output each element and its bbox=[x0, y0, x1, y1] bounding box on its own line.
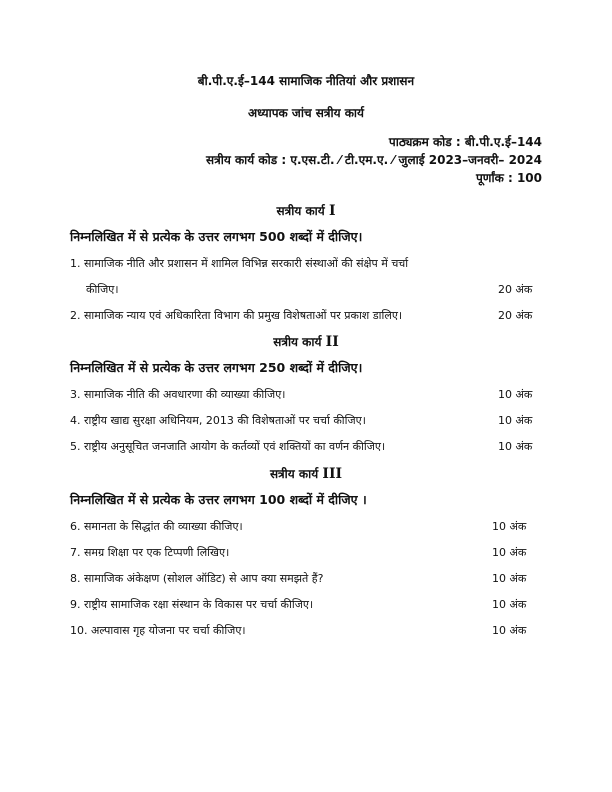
question-text: 5. राष्ट्रीय अनुसूचित जनजाति आयोग के कर्तव्यों एवं शक्तियों का वर्णन कीजिए। bbox=[70, 440, 386, 453]
question-marks: 10 अंक bbox=[492, 624, 527, 637]
assignment-subtitle: अध्यापक जांच सत्रीय कार्य bbox=[247, 106, 365, 120]
question-text: 4. राष्ट्रीय खाद्य सुरक्षा अधिनियम, 2013 की विशेषताओं पर चर्चा कीजिए। bbox=[70, 414, 366, 427]
question-text: 6. समानता के सिद्धांत की व्याख्या कीजिए। bbox=[70, 520, 243, 533]
question-text: 1. सामाजिक नीति और प्रशासन में शामिल विभिन्न सरकारी संस्थाओं की संक्षेप में चर्चा bbox=[70, 257, 409, 270]
section-label: सत्रीय कार्य bbox=[273, 335, 322, 349]
section-heading-2 bbox=[0, 333, 612, 350]
assignment-code: सत्रीय कार्य कोड : ए.एस.टी. ⁄ टी.एम.ए. ⁄ जुलाई 2023–जनवरी– 2024 bbox=[205, 153, 542, 167]
question-marks: 10 अंक bbox=[492, 572, 527, 585]
section-instruction-3: निम्नलिखित में से प्रत्येक के उत्तर लगभग 100 शब्दों में दीजिए । bbox=[70, 492, 367, 507]
question-text: 8. सामाजिक अंकेक्षण (सोशल ऑडिट) से आप क्या समझते हैं? bbox=[70, 572, 324, 585]
question-marks: 10 अंक bbox=[498, 388, 533, 401]
section-roman: I bbox=[328, 203, 336, 219]
section-label: सत्रीय कार्य bbox=[276, 204, 325, 218]
question-text: 9. राष्ट्रीय सामाजिक रक्षा संस्थान के विकास पर चर्चा कीजिए। bbox=[70, 598, 314, 611]
section-instruction-1: निम्नलिखित में से प्रत्येक के उत्तर लगभग 500 शब्दों में दीजिए। bbox=[70, 229, 363, 244]
section-label: सत्रीय कार्य bbox=[269, 467, 319, 481]
question-marks: 10 अंक bbox=[492, 546, 527, 559]
question-text: 3. सामाजिक नीति की अवधारणा की व्याख्या कीजिए। bbox=[70, 388, 286, 401]
question-marks: 10 अंक bbox=[492, 520, 527, 533]
section-heading-1 bbox=[0, 202, 612, 219]
section-instruction-2: निम्नलिखित में से प्रत्येक के उत्तर लगभग 250 शब्दों में दीजिए। bbox=[70, 360, 363, 375]
course-title: बी.पी.ए.ई–144 सामाजिक नीतियां और प्रशासन bbox=[197, 74, 415, 88]
section-roman: II bbox=[325, 334, 339, 350]
course-code: पाठ्यक्रम कोड : बी.पी.ए.ई–144 bbox=[388, 135, 542, 149]
question-marks: 10 अंक bbox=[492, 598, 527, 611]
max-marks: पूर्णांक : 100 bbox=[475, 171, 542, 185]
question-marks: 20 अंक bbox=[498, 309, 533, 322]
question-marks: 10 अंक bbox=[498, 414, 533, 427]
question-text: 7. समग्र शिक्षा पर एक टिप्पणी लिखिए। bbox=[70, 546, 230, 559]
question-marks: 20 अंक bbox=[498, 283, 533, 296]
question-text: 2. सामाजिक न्याय एवं अधिकारिता विभाग की प्रमुख विशेषताओं पर प्रकाश डालिए। bbox=[70, 309, 403, 322]
question-marks: 10 अंक bbox=[498, 440, 533, 453]
question-text-continued: कीजिए। bbox=[86, 283, 119, 296]
section-heading-3 bbox=[0, 465, 612, 482]
question-text: 10. अल्पावास गृह योजना पर चर्चा कीजिए। bbox=[70, 624, 246, 637]
section-roman: III bbox=[322, 466, 343, 482]
